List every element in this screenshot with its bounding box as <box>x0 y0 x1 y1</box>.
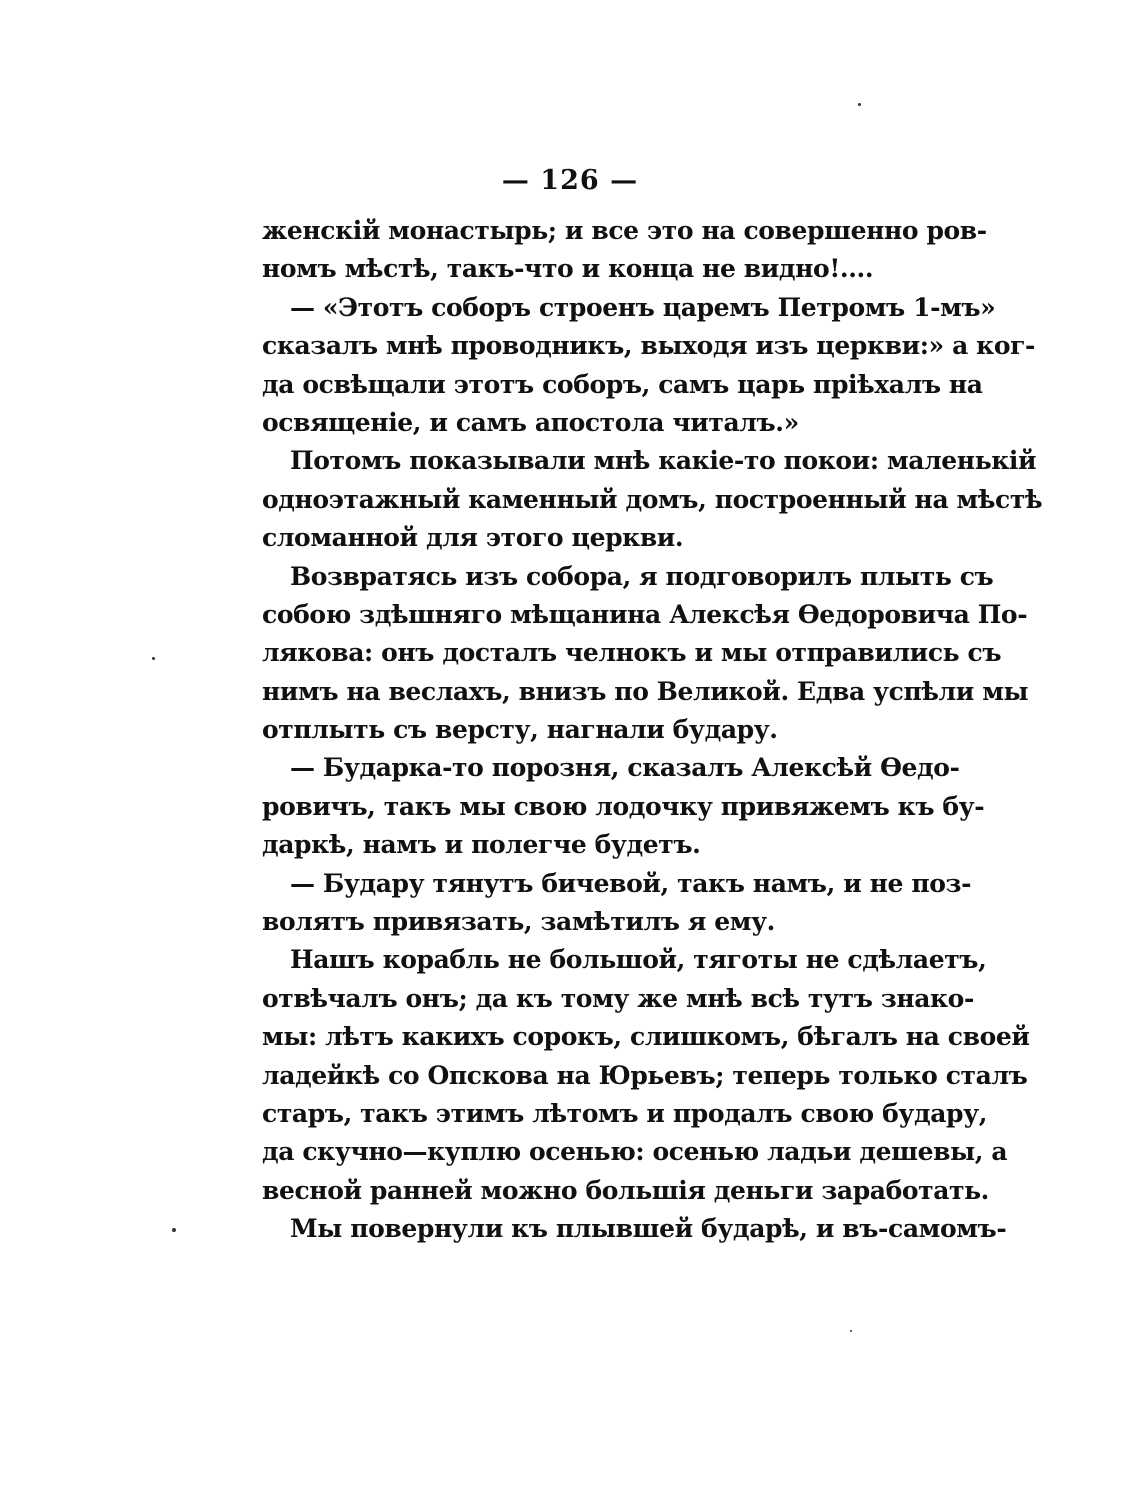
text-line: нимъ на веслахъ, внизъ по Великой. Едва успѣли мы <box>262 676 1029 706</box>
text-line: Возвратясь изъ собора, я подговорилъ плыть съ <box>290 561 994 591</box>
text-line: Потомъ показывали мнѣ какіе-то покои: маленькій <box>290 446 1037 476</box>
text-line: — Бударка-то порозня, сказалъ Алексѣй Ѳедо- <box>290 753 960 783</box>
text-line: одноэтажный каменный домъ, построенный на мѣстѣ <box>262 484 1043 514</box>
text-line: даркѣ, намъ и полегче будетъ. <box>262 830 701 860</box>
text-line: — «Этотъ соборъ строенъ царемъ Петромъ 1-мъ» <box>290 292 996 322</box>
text-line: женскій монастырь; и все это на совершенно ров- <box>262 216 987 245</box>
text-line: мы: лѣтъ какихъ сорокъ, слишкомъ, бѣгалъ на своей <box>262 1022 1030 1052</box>
text-line: — Будару тянутъ бичевой, такъ намъ, и не поз- <box>290 868 972 898</box>
text-line: весной ранней можно большія деньги заработать. <box>262 1175 989 1205</box>
page-number: — 126 — <box>501 165 639 196</box>
text-line: отвѣчалъ онъ; да къ тому же мнѣ всѣ тутъ знако- <box>262 983 974 1013</box>
text-line: ладейкѣ со Опскова на Юрьевъ; теперь только сталъ <box>262 1060 1028 1090</box>
print-speck <box>850 1330 852 1332</box>
text-line: волятъ привязать, замѣтилъ я ему. <box>262 907 775 937</box>
text-line: собою здѣшняго мѣщанина Алексѣя Ѳедоровича По- <box>262 599 1028 629</box>
text-line: отплыть съ версту, нагнали будару. <box>262 715 778 745</box>
print-speck <box>172 1228 176 1232</box>
text-line: ровичъ, такъ мы свою лодочку привяжемъ къ бу- <box>262 791 985 821</box>
print-speck <box>858 103 861 106</box>
body-text <box>262 212 1043 1249</box>
text-line: Нашъ корабль не большой, тяготы не сдѣлаетъ, <box>290 945 987 975</box>
text-line: сломанной для этого церкви. <box>262 523 684 553</box>
text-line: номъ мѣстѣ, такъ-что и конца не видно!.... <box>262 254 874 284</box>
text-line: старъ, такъ этимъ лѣтомъ и продалъ свою будару, <box>262 1098 988 1128</box>
text-line: Мы повернули къ плывшей бударѣ, и въ-самомъ- <box>290 1214 1007 1244</box>
text-line: освященіе, и самъ апостола читалъ.» <box>262 407 799 437</box>
text-line: да освѣщали этотъ соборъ, самъ царь пріѣхалъ на <box>262 369 983 399</box>
text-line: да скучно—куплю осенью: осенью ладьи дешевы, а <box>262 1137 1008 1167</box>
text-line: сказалъ мнѣ проводникъ, выходя изъ церкви:» а ког- <box>262 331 1036 361</box>
text-line: лякова: онъ досталъ челнокъ и мы отправились съ <box>262 638 1002 668</box>
print-speck <box>152 657 155 660</box>
